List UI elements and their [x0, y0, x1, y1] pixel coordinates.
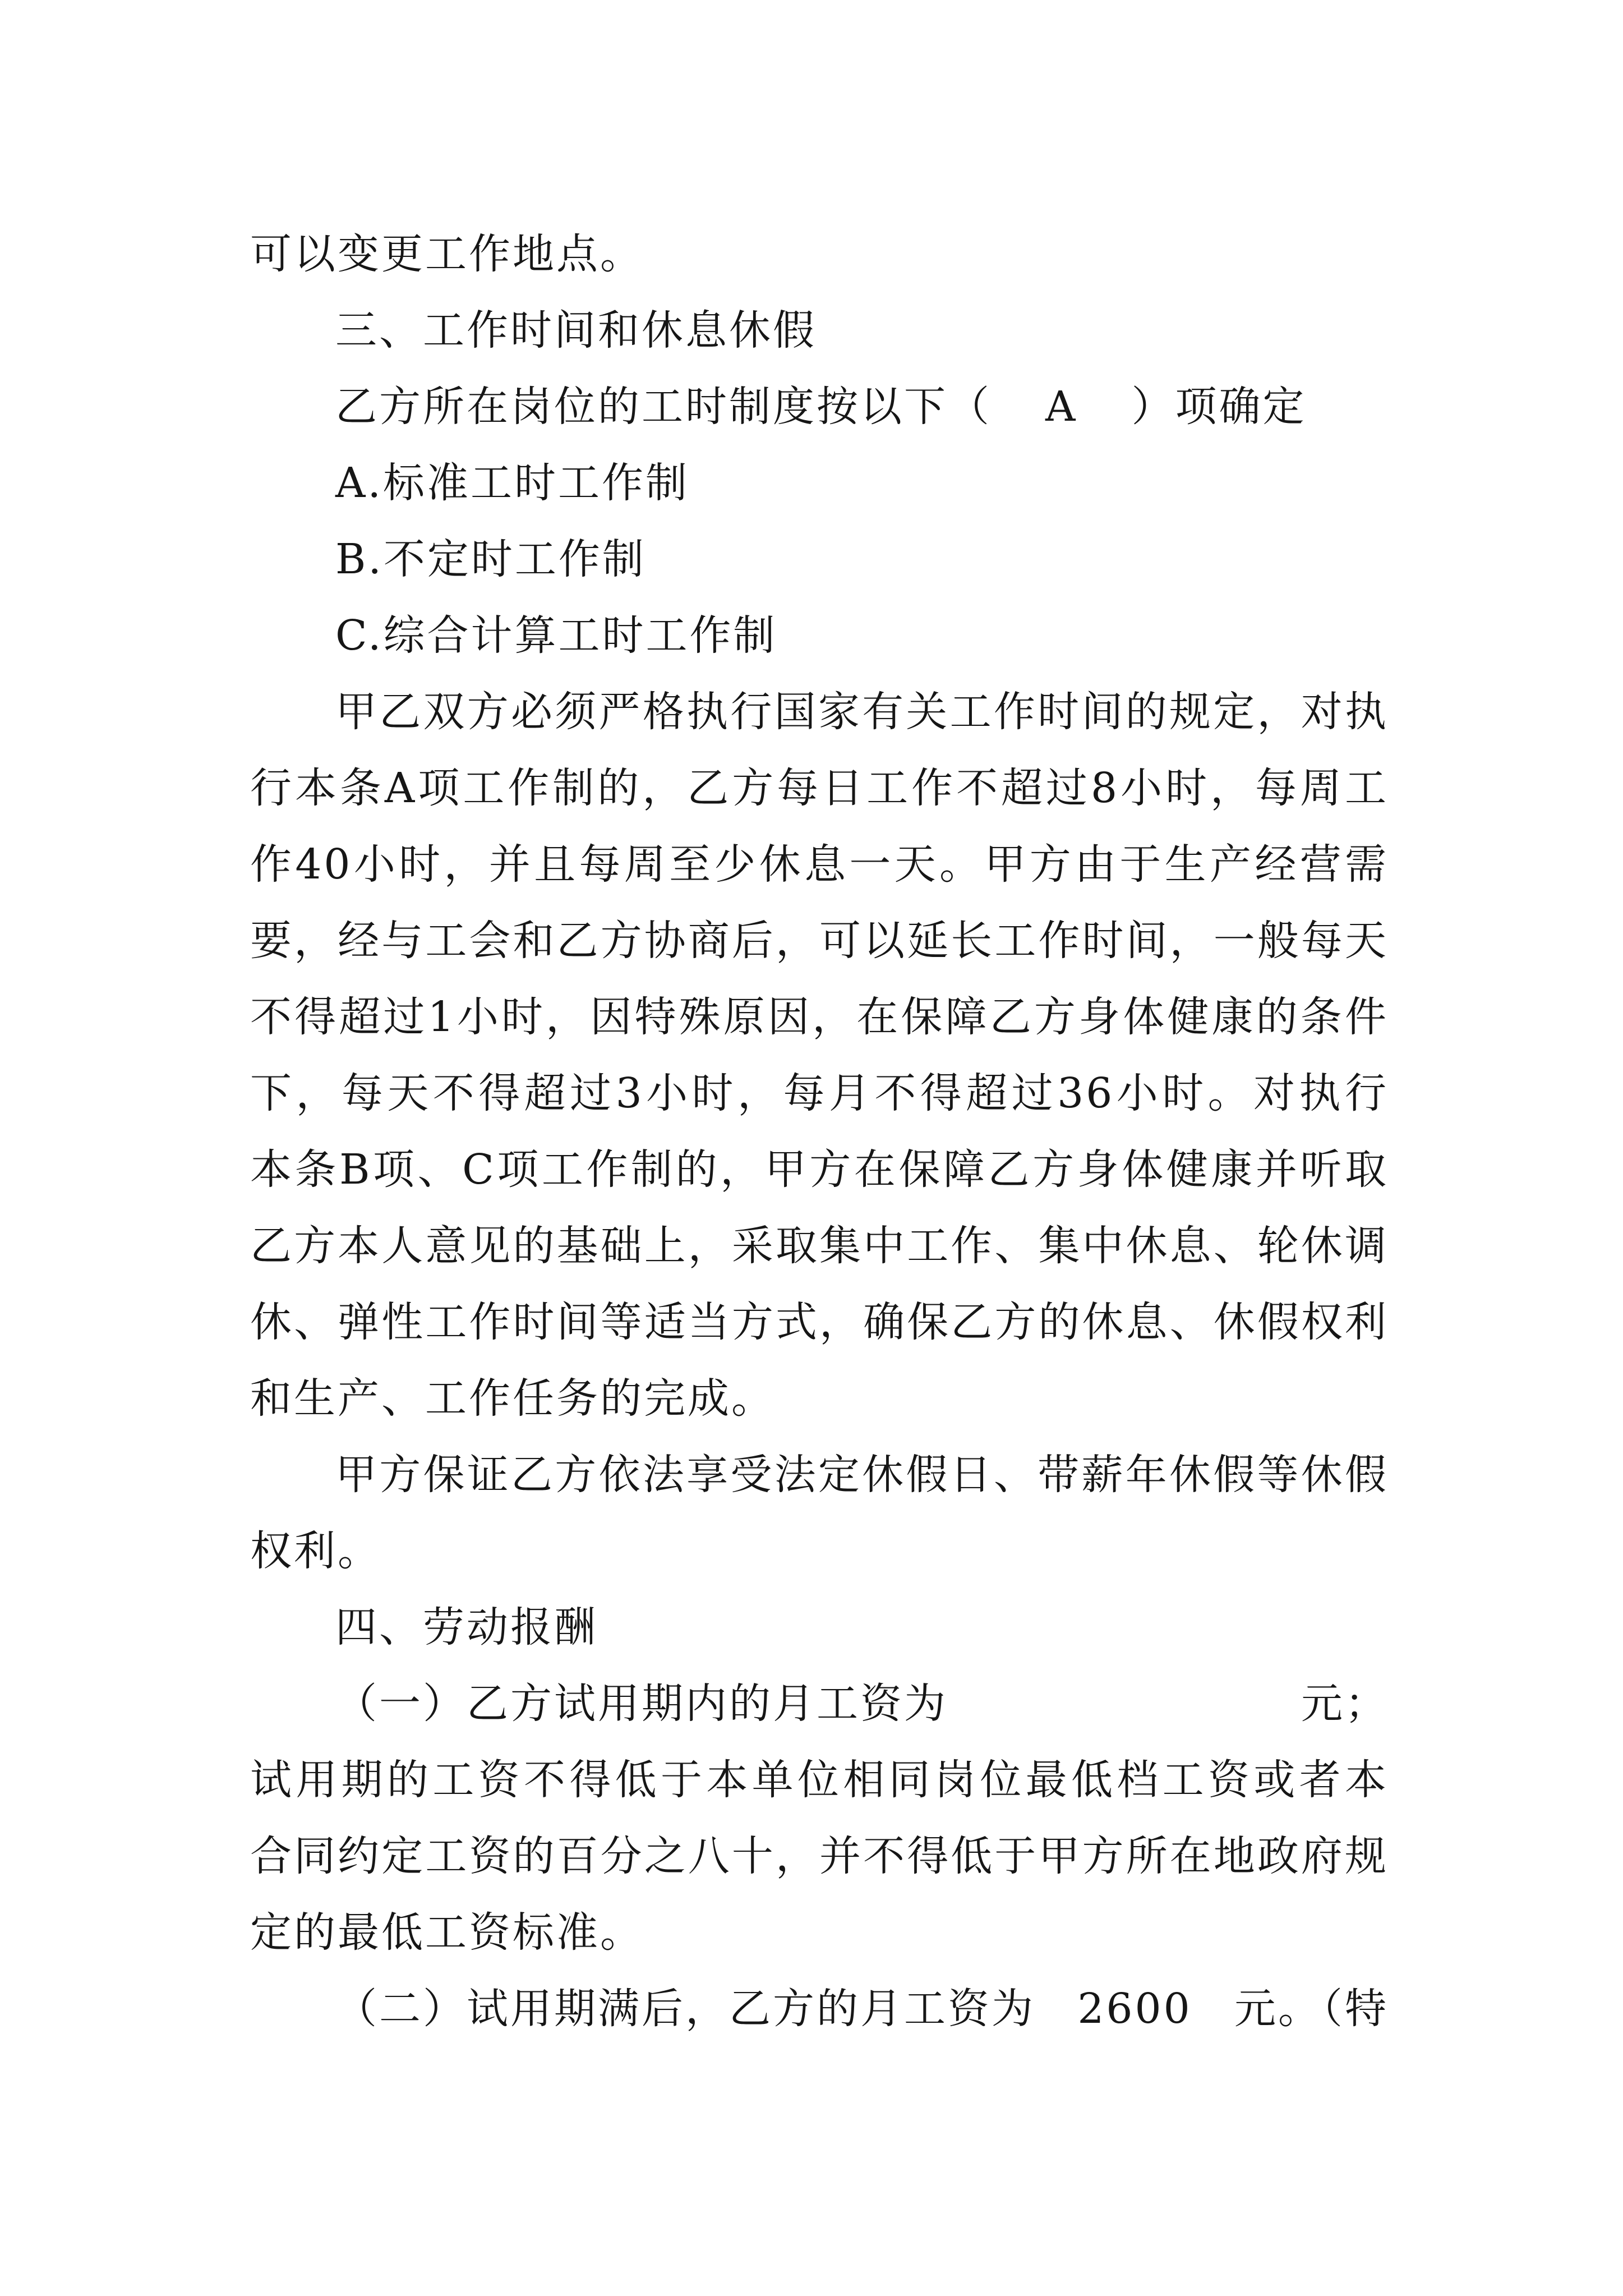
option-item: B.不定时工作制 [335, 535, 646, 583]
paragraph-line: 权利。 [250, 1527, 381, 1575]
text-line [250, 369, 1389, 445]
paragraph-line: 合同约定工资的百分之八十，并不得低于甲方所在地政府规 [250, 1832, 1389, 1880]
monthly-salary-unit: 元。（特 [1234, 1985, 1389, 2033]
paragraph-line: 乙方本人意见的基础上，采取集中工作、集中休息、轮休调 [250, 1222, 1389, 1270]
hours-option-suffix: ）项确定 [1131, 383, 1307, 431]
monthly-salary-line [250, 1971, 1389, 2047]
paragraph-line: 本条B项、C项工作制的，甲方在保障乙方身体健康并听取 [250, 1145, 1389, 1194]
paragraph-line: 作40小时，并且每周至少休息一天。甲方由于生产经营需 [250, 840, 1389, 889]
paragraph-line: 要，经与工会和乙方协商后，可以延长工作时间，一般每天 [250, 917, 1389, 965]
paragraph-line: 行本条A项工作制的，乙方每日工作不超过8小时，每周工 [250, 764, 1389, 812]
probation-salary-unit: 元； [1301, 1680, 1389, 1728]
paragraph-line: 定的最低工资标准。 [250, 1908, 644, 1957]
probation-salary-line [250, 1665, 1389, 1742]
paragraph-line: 不得超过1小时，因特殊原因，在保障乙方身体健康的条件 [250, 993, 1389, 1041]
monthly-salary-label: （二）试用期满后，乙方的月工资为 [335, 1985, 1035, 2033]
hours-system-prompt: 乙方所在岗位的工时制度按以下（ [335, 383, 992, 431]
paragraph-line: 休、弹性工作时间等适当方式，确保乙方的休息、休假权利 [250, 1298, 1389, 1346]
paragraph-line: 试用期的工资不得低于本单位相同岗位最低档工资或者本 [250, 1756, 1389, 1804]
monthly-salary-value: 2600 [1077, 1985, 1192, 2033]
paragraph-line: 和生产、工作任务的完成。 [250, 1374, 775, 1423]
probation-salary-label: （一）乙方试用期内的月工资为 [335, 1680, 948, 1728]
document-body [250, 216, 1389, 2047]
selected-option: A [1045, 383, 1078, 431]
text-line: 可以变更工作地点。 [250, 230, 644, 278]
option-item: A.标准工时工作制 [335, 459, 689, 507]
paragraph-line: 甲乙双方必须严格执行国家有关工作时间的规定，对执 [335, 688, 1389, 736]
option-item: C.综合计算工时工作制 [335, 611, 777, 660]
section-heading: 四、劳动报酬 [335, 1603, 598, 1651]
section-heading: 三、工作时间和休息休假 [335, 306, 817, 355]
paragraph-line: 下，每天不得超过3小时，每月不得超过36小时。对执行 [250, 1069, 1389, 1117]
paragraph-line: 甲方保证乙方依法享受法定休假日、带薪年休假等休假 [335, 1451, 1389, 1499]
